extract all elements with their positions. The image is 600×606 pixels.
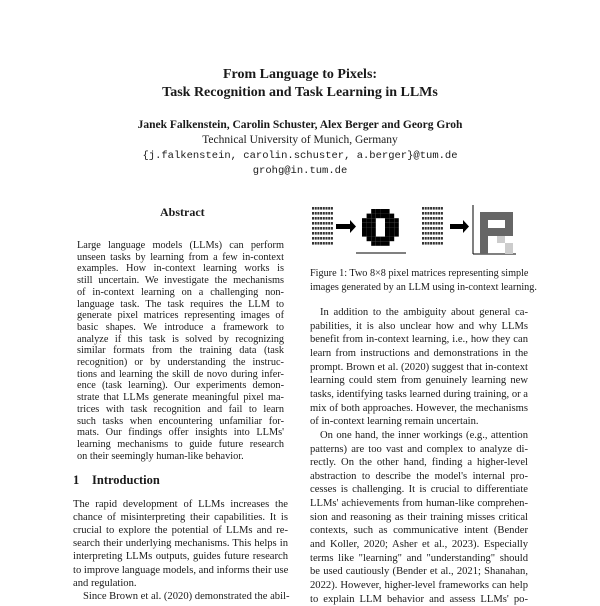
text-line: and regulation. [73, 577, 137, 589]
matrix-digit [323, 237, 325, 240]
matrix-digit [315, 222, 317, 225]
text-line: learning could stem from genuinely learning new [310, 375, 528, 387]
pixel [367, 227, 372, 232]
matrix-digit [320, 212, 322, 215]
matrix-digit [433, 212, 435, 215]
pixel [371, 214, 376, 219]
authors: Janek Falkenstein, Carolin Schuster, Alex Berger and Georg Groh [137, 119, 463, 131]
pixel [367, 214, 372, 219]
pixel [380, 237, 385, 242]
matrix-digit [427, 207, 429, 210]
pixel [371, 232, 376, 237]
matrix-digit [425, 207, 427, 210]
matrix-digit [433, 222, 435, 225]
matrix-digit [323, 232, 325, 235]
text-line: terms like "learning" and "understanding" should [310, 552, 528, 564]
text-line: On one hand, the inner workings (e.g., attention [320, 429, 528, 441]
pixel [376, 237, 381, 242]
text-line: still uncertain. We investigate the mechanisms [77, 275, 284, 287]
text-line: The rapid development of LLMs increases the [73, 499, 288, 510]
matrix-digit [430, 217, 432, 220]
text-line: on their seemingly human-like behavior. [77, 450, 244, 462]
matrix-digit [441, 212, 443, 215]
text-line: examples. How in-context learning works is [77, 263, 284, 275]
email-line-1: {j.falkenstein, carolin.schuster, a.berger}@tum.de [142, 150, 458, 162]
matrix-digit [326, 207, 328, 210]
matrix-digit [441, 232, 443, 235]
matrix-digit [441, 207, 443, 210]
pixel [367, 223, 372, 228]
text-line: recognition) or by understanding the instruc- [77, 357, 284, 368]
text-line: pabilities, it is also unclear how and why LLMs [310, 320, 528, 332]
pixel [385, 218, 390, 223]
affiliation: Technical University of Munich, Germany [202, 134, 398, 146]
text-line: to improve language models, and informs their use [73, 564, 289, 576]
pixel [390, 218, 395, 223]
pixel [385, 223, 390, 228]
matrix-digit [320, 237, 322, 240]
matrix-digit [312, 242, 314, 245]
text-line: 2022). However, higher-level frameworks can help [310, 580, 528, 591]
matrix-digit [422, 207, 424, 210]
matrix-digit [326, 242, 328, 245]
matrix-digit [317, 217, 319, 220]
matrix-digit [331, 242, 333, 245]
pixel [497, 236, 505, 243]
text-line: learn from instructions and demonstrations in the [310, 347, 528, 359]
matrix-digit [317, 242, 319, 245]
text-line: abstraction to describe the model's internal pro- [310, 470, 528, 482]
matrix-digit [433, 207, 435, 210]
pixel [371, 218, 376, 223]
matrix-digit [326, 232, 328, 235]
matrix-digit [433, 237, 435, 240]
text-line: rectly. On the other hand, finding a higher-level [310, 457, 528, 469]
matrix-digit [425, 217, 427, 220]
matrix-digit [430, 207, 432, 210]
text-line: such tasks when encountering unfamiliar for- [77, 415, 284, 427]
text-line: cesses is challenging. It is crucial to differentiate [310, 484, 528, 496]
matrix-digit [317, 222, 319, 225]
pixel [385, 237, 390, 242]
text-line: sion and reasoning as their training misses critical [310, 511, 528, 523]
matrix-digit [427, 237, 429, 240]
matrix-digit [422, 232, 424, 235]
matrix-digit [320, 222, 322, 225]
text-line: patterns) are too vast and complex to analyze di- [310, 443, 528, 455]
matrix-digit [436, 217, 438, 220]
text-line: language task. The task requires the LLM to [77, 298, 284, 310]
pixel [394, 232, 399, 237]
matrix-digit [433, 232, 435, 235]
text-line: mats. Our findings offer insights into LLMs' [77, 427, 284, 439]
pixel [390, 237, 395, 242]
matrix-digit [441, 217, 443, 220]
arrow-icon-left [336, 220, 356, 233]
matrix-digit [315, 212, 317, 215]
pixel [385, 214, 390, 219]
matrix-digit [422, 212, 424, 215]
pixel [371, 241, 376, 246]
figure-pixel-matrices [305, 200, 540, 260]
matrix-digit [331, 207, 333, 210]
matrix-digit [312, 207, 314, 210]
matrix-digit [422, 242, 424, 245]
matrix-digit [328, 242, 330, 245]
matrix-digit [323, 212, 325, 215]
matrix-digit [427, 217, 429, 220]
matrix-digit [323, 242, 325, 245]
text-line: interpreting LLMs outputs, guides future research [73, 551, 288, 563]
matrix-digit [427, 242, 429, 245]
pixel [371, 227, 376, 232]
matrix-digit [438, 242, 440, 245]
matrix-digit [430, 227, 432, 230]
pixel [394, 227, 399, 232]
paper-title-line-2: Task Recognition and Task Learning in LLMs [162, 85, 438, 100]
text-line: learning mechanisms to guide future research [77, 438, 284, 450]
matrix-text-left [312, 207, 333, 245]
matrix-digit [320, 207, 322, 210]
matrix-digit [436, 207, 438, 210]
matrix-digit [438, 237, 440, 240]
text-line: LLMs' achievements from human-like comprehen- [310, 498, 528, 510]
pixel [376, 209, 381, 214]
matrix-digit [331, 212, 333, 215]
text-line: In addition to the ambiguity about general ca- [320, 307, 528, 318]
matrix-digit [315, 207, 317, 210]
pixel [362, 232, 367, 237]
pixel-image-p-shape [480, 212, 513, 254]
matrix-digit [441, 242, 443, 245]
matrix-digit [328, 222, 330, 225]
pixel-image-o-shape [362, 209, 399, 246]
matrix-digit [323, 222, 325, 225]
arrow-icon-right [450, 220, 469, 233]
matrix-digit [438, 227, 440, 230]
text-line: benefit from in-context learning, i.e., how they can [310, 334, 528, 346]
matrix-digit [436, 237, 438, 240]
matrix-digit [441, 237, 443, 240]
pixel [376, 241, 381, 246]
matrix-digit [441, 227, 443, 230]
matrix-digit [328, 207, 330, 210]
email-line-2: grohg@in.tum.de [252, 165, 348, 177]
figure-caption-line-2: images generated by an LLM using in-context learning. [310, 282, 537, 293]
pixel [390, 232, 395, 237]
matrix-digit [326, 217, 328, 220]
matrix-digit [422, 237, 424, 240]
pixel [394, 218, 399, 223]
pixel [367, 218, 372, 223]
text-line: similar formats from the training data (task [77, 345, 284, 357]
matrix-digit [312, 227, 314, 230]
matrix-digit [433, 217, 435, 220]
matrix-digit [422, 222, 424, 225]
matrix-digit [331, 227, 333, 230]
text-line: to explain LLM behavior and assess LLMs' po- [310, 593, 528, 605]
matrix-digit [430, 237, 432, 240]
text-line: Since Brown et al. (2020) demonstrated the abil- [83, 590, 290, 602]
matrix-digit [323, 207, 325, 210]
text-line: basic shapes. We introduce a framework to [77, 321, 284, 333]
matrix-digit [323, 227, 325, 230]
pixel [376, 214, 381, 219]
pixel [385, 241, 390, 246]
matrix-digit [425, 242, 427, 245]
matrix-digit [317, 227, 319, 230]
matrix-digit [326, 237, 328, 240]
text-line: strate that LLMs generate meaningful pixel ma- [77, 392, 284, 404]
pixel [390, 227, 395, 232]
pixel [380, 241, 385, 246]
matrix-digit [328, 212, 330, 215]
pixel [390, 214, 395, 219]
text-line: mix of both approaches. However, the mechanisms [310, 402, 528, 414]
matrix-digit [430, 232, 432, 235]
matrix-digit [331, 232, 333, 235]
matrix-digit [331, 237, 333, 240]
matrix-digit [438, 232, 440, 235]
matrix-digit [436, 232, 438, 235]
matrix-digit [430, 242, 432, 245]
matrix-digit [317, 237, 319, 240]
matrix-digit [425, 222, 427, 225]
matrix-digit [320, 227, 322, 230]
text-line: search their underlying mechanisms. This helps in [73, 538, 288, 550]
matrix-digit [312, 217, 314, 220]
matrix-digit [312, 237, 314, 240]
matrix-digit [312, 232, 314, 235]
matrix-digit [326, 222, 328, 225]
matrix-digit [438, 212, 440, 215]
matrix-digit [436, 222, 438, 225]
matrix-digit [328, 217, 330, 220]
matrix-digit [317, 207, 319, 210]
matrix-digit [436, 212, 438, 215]
text-line: and Koller, 2020; Asher et al., 2023). Especially [310, 539, 528, 551]
matrix-digit [320, 232, 322, 235]
matrix-digit [331, 222, 333, 225]
matrix-digit [422, 227, 424, 230]
pixel [362, 227, 367, 232]
pixel [371, 237, 376, 242]
matrix-digit [326, 227, 328, 230]
matrix-digit [323, 217, 325, 220]
matrix-digit [315, 227, 317, 230]
pixel [380, 209, 385, 214]
pixel [385, 232, 390, 237]
matrix-text-right [422, 207, 443, 245]
pixel [362, 223, 367, 228]
matrix-digit [317, 212, 319, 215]
section-number: 1 [73, 473, 80, 487]
pixel [505, 243, 513, 254]
matrix-digit [320, 217, 322, 220]
pixel [380, 214, 385, 219]
matrix-digit [326, 212, 328, 215]
pixel [367, 237, 372, 242]
matrix-digit [315, 242, 317, 245]
text-line: of in-context learning remain uncertain. [310, 416, 479, 428]
text-line: Large language models (LLMs) can perform [77, 240, 284, 251]
matrix-digit [425, 232, 427, 235]
matrix-digit [436, 227, 438, 230]
matrix-digit [427, 212, 429, 215]
matrix-digit [312, 212, 314, 215]
text-line: contexts, such as communicative intent (Bender [310, 525, 528, 537]
matrix-digit [427, 227, 429, 230]
matrix-digit [315, 217, 317, 220]
matrix-digit [331, 217, 333, 220]
matrix-digit [427, 232, 429, 235]
matrix-digit [422, 217, 424, 220]
text-line: tions and learning the skill de novo during infer- [77, 368, 284, 380]
text-line: unseen tasks by learning from a few in-context [77, 251, 284, 263]
pixel [480, 228, 513, 236]
pixel [394, 223, 399, 228]
pixel [385, 209, 390, 214]
matrix-digit [320, 242, 322, 245]
text-line: chance of misinterpreting their capabilities. It is [73, 512, 288, 524]
matrix-digit [425, 212, 427, 215]
matrix-digit [425, 237, 427, 240]
matrix-digit [438, 207, 440, 210]
figure-caption-line-1: Figure 1: Two 8×8 pixel matrices representing simple [310, 268, 529, 279]
text-line: crucial to explore the potential of LLMs and re- [73, 525, 288, 537]
text-line: generate pixel matrices representing images of [77, 310, 284, 322]
matrix-digit [315, 237, 317, 240]
matrix-digit [438, 217, 440, 220]
matrix-digit [433, 227, 435, 230]
matrix-digit [430, 222, 432, 225]
text-line: ence (task learning). Our experiments demon- [77, 380, 284, 392]
paper-title-line-1: From Language to Pixels: [222, 67, 378, 82]
pixel [362, 218, 367, 223]
matrix-digit [328, 232, 330, 235]
text-line: analyze if this task is solved by recognizing [77, 333, 284, 345]
pixel [371, 209, 376, 214]
text-line: prompt. Brown et al. (2020) suggest that in-context [310, 361, 528, 373]
text-line: trices with task recognition and fail to learn [77, 403, 284, 415]
matrix-digit [441, 222, 443, 225]
matrix-digit [328, 227, 330, 230]
matrix-digit [312, 222, 314, 225]
matrix-digit [430, 212, 432, 215]
matrix-digit [317, 232, 319, 235]
matrix-digit [425, 227, 427, 230]
text-line: of in-context learning on a challenging non- [77, 286, 284, 298]
matrix-digit [315, 232, 317, 235]
pixel [367, 232, 372, 237]
pixel [390, 223, 395, 228]
text-line: tasks, identifying tasks learned during training, or a [310, 388, 529, 400]
text-line: be used cautiously (Bender et al., 2021; Shanahan, [310, 566, 528, 578]
matrix-digit [436, 242, 438, 245]
matrix-digit [433, 242, 435, 245]
pixel [385, 227, 390, 232]
pixel [371, 223, 376, 228]
introduction-heading: Introduction [92, 473, 160, 487]
matrix-digit [427, 222, 429, 225]
abstract-heading: Abstract [160, 205, 205, 219]
matrix-digit [328, 237, 330, 240]
matrix-digit [438, 222, 440, 225]
